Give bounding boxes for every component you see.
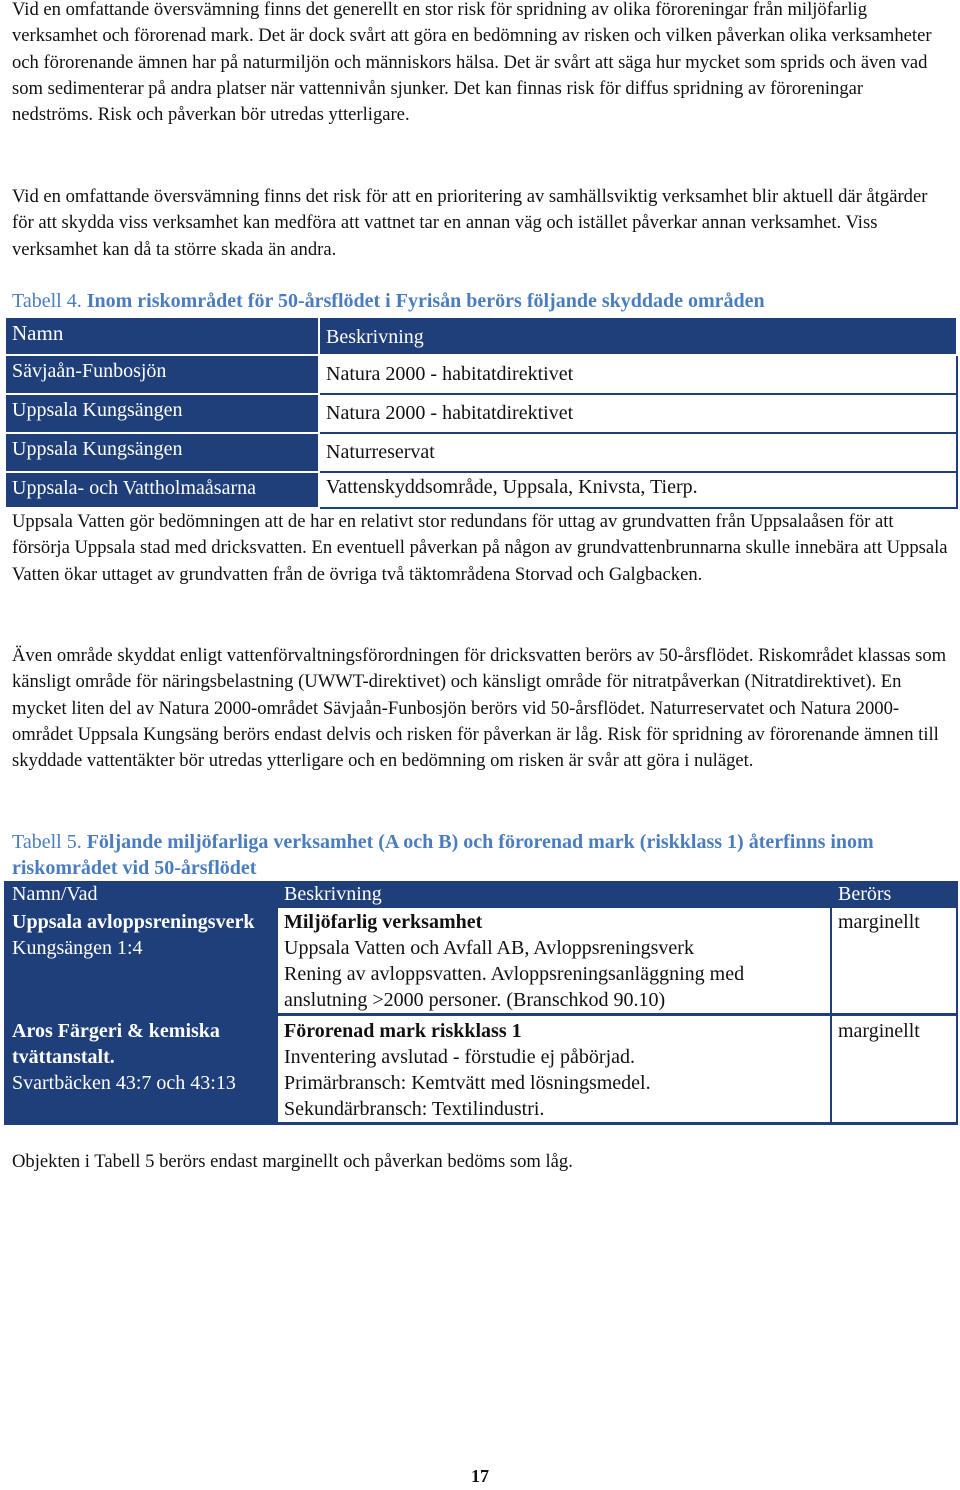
table4-cell-name: Sävjaån-Funbosjön xyxy=(5,355,319,394)
table5-cell-affected: marginellt xyxy=(831,908,957,1013)
paragraph-prioritization: Vid en omfattande översvämning finns det risk för att en prioritering av samhällsviktig verksamhet blir aktuell där åtgärder för att skydda viss verksamhet kan medföra att vattnet tar en annan väg och istället påverkar annan verksamhet. Viss verksamhet kan då ta större skada än andra. xyxy=(12,186,928,260)
table5-caption-label: Tabell 5. xyxy=(12,831,82,853)
table5-bottom-border xyxy=(5,1122,957,1125)
table4-header-name: Namn xyxy=(5,317,319,355)
table5-caption xyxy=(12,829,952,881)
table5-description-line: Rening av avloppsvatten. Avloppsreningsanläggning med anslutning >2000 personer. (Branschkod 90.10) xyxy=(284,963,745,1011)
table4-caption xyxy=(12,288,952,314)
table5-cell-description xyxy=(277,908,831,1013)
table-row xyxy=(5,355,957,394)
table4-cell-name: Uppsala- och Vattholmaåsarna xyxy=(5,472,319,508)
table5-cell-name xyxy=(5,908,277,1013)
table4-caption-text: Inom riskområdet för 50-årsflödet i Fyrisån berörs följande skyddade områden xyxy=(86,290,765,312)
table-row xyxy=(5,908,957,1013)
table4-header-row xyxy=(5,317,957,355)
paragraph-protected-drinking-water: Även område skyddat enligt vattenförvaltningsförordningen för dricksvatten berörs av 50-årsflödet. Riskområdet klassas som känsligt område för näringsbelastning (UWWT-direktivet) och känsligt område för nitratpåverkan (Nitratdirektivet). En mycket liten del av Natura 2000-området Sävjaån-Funbosjön berörs vid 50-årsflödet. Naturreservatet och Natura 2000-området Uppsala Kungsäng berörs endast delvis och risken för påverkan är låg. Risk för spridning av förorenande ämnen till skyddade vattentäkter bör utredas ytterligare och en bedömning om risken är svår att göra i nuläget. xyxy=(12,645,947,772)
table5-header-row xyxy=(5,881,957,908)
table5-header-name: Namn/Vad xyxy=(5,881,277,908)
table-polluting-activities xyxy=(4,881,958,1125)
paragraph-uppsala-vatten: Uppsala Vatten gör bedömningen att de har en relativt stor redundans för uttag av grundvatten från Uppsalaåsen för att försörja Uppsala stad med dricksvatten. En eventuell påverkan på någon av grundvattenbrunnarna skulle innebära att Uppsala Vatten ökar uttaget av grundvatten från de övriga två täktområdena Storvad och Galgbacken. xyxy=(12,511,948,585)
table-row xyxy=(5,394,957,433)
table5-facility-name: Aros Färgeri & kemiska tvättanstalt. xyxy=(12,1020,220,1068)
table5-header-description: Beskrivning xyxy=(277,881,831,908)
table5-caption-text: Följande miljöfarliga verksamhet (A och B) och förorenad mark (riskklass 1) återfinns inom riskområdet vid 50-årsflödet xyxy=(12,831,874,879)
table4-cell-description: Naturreservat xyxy=(319,433,957,472)
table4-cell-description: Natura 2000 - habitatdirektivet xyxy=(319,355,957,394)
table5-cell-name xyxy=(5,1016,277,1122)
page-number: 17 xyxy=(471,1466,489,1486)
table-row xyxy=(5,472,957,508)
table5-category: Förorenad mark riskklass 1 xyxy=(284,1020,522,1042)
table5-facility-name: Uppsala avloppsreningsverk xyxy=(12,911,255,933)
table4-cell-name: Uppsala Kungsängen xyxy=(5,394,319,433)
table4-cell-description: Natura 2000 - habitatdirektivet xyxy=(319,394,957,433)
table5-description-line: Inventering avslutad - förstudie ej påbörjad. xyxy=(284,1046,635,1068)
table4-caption-label: Tabell 4. xyxy=(12,290,82,312)
table5-cell-description xyxy=(277,1016,831,1122)
table-row xyxy=(5,433,957,472)
table4-cell-description: Vattenskyddsområde, Uppsala, Knivsta, Tierp. xyxy=(319,472,957,508)
paragraph-conclusion: Objekten i Tabell 5 berörs endast marginellt och påverkan bedöms som låg. xyxy=(12,1151,573,1172)
table5-cell-affected: marginellt xyxy=(831,1016,957,1122)
table4-header-description: Beskrivning xyxy=(319,317,957,355)
table5-description-line: Uppsala Vatten och Avfall AB, Avloppsreningsverk xyxy=(284,937,694,959)
table5-description-line: Sekundärbransch: Textilindustri. xyxy=(284,1098,545,1120)
table4-cell-name: Uppsala Kungsängen xyxy=(5,433,319,472)
table-row xyxy=(5,1016,957,1122)
table5-facility-location: Svartbäcken 43:7 och 43:13 xyxy=(12,1072,236,1094)
paragraph-flood-pollution-risk: Vid en omfattande översvämning finns det generellt en stor risk för spridning av olika föroreningar från miljöfarlig verksamhet och förorenad mark. Det är dock svårt att göra en bedömning av risken och vilken påverkan olika verksamheter och förorenande ämnen har på naturmiljön och människors hälsa. Det är svårt att säga hur mycket som sprids och även vad som sedimenterar på andra platser när vattennivån sjunker. Det kan finnas risk för diffus spridning av föroreningar nedströms. Risk och påverkan bör utredas ytterligare. xyxy=(12,0,932,126)
table5-description-line: Primärbransch: Kemtvätt med lösningsmedel. xyxy=(284,1072,651,1094)
table5-category: Miljöfarlig verksamhet xyxy=(284,911,483,933)
table5-facility-location: Kungsängen 1:4 xyxy=(12,937,143,959)
table-protected-areas xyxy=(4,316,958,509)
table5-header-affected: Berörs xyxy=(831,881,957,908)
